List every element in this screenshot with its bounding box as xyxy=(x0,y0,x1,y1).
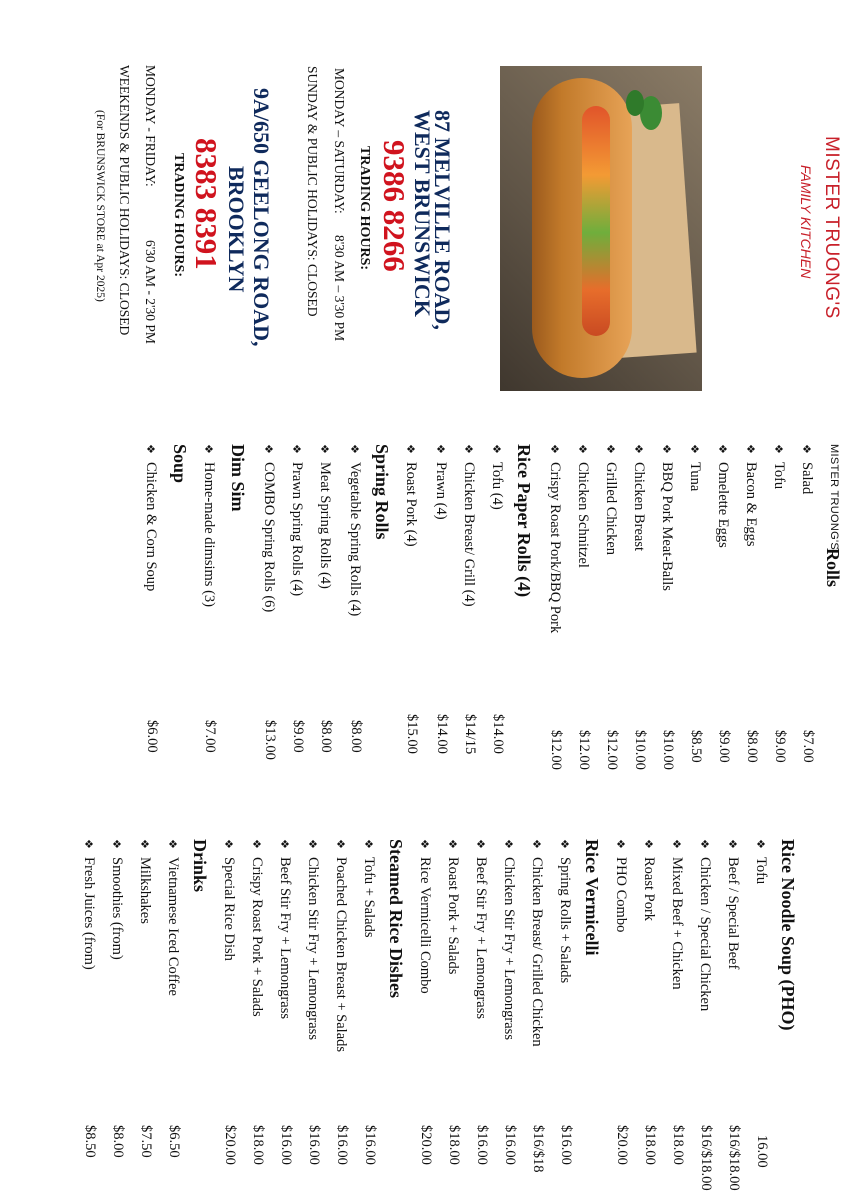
menu-item xyxy=(640,839,658,921)
item-price: $14.00 xyxy=(434,714,450,754)
bullet-icon: ❖ xyxy=(348,444,361,454)
menu-item xyxy=(668,839,686,990)
item-name: Roast Pork xyxy=(641,857,657,922)
brand-subtitle: FAMILY KITCHEN xyxy=(798,165,814,279)
menu-item xyxy=(798,444,816,494)
menu-item xyxy=(714,444,732,548)
brooklyn-address-line-2: BROOKLYN xyxy=(224,166,249,293)
brand-small: MISTER TRUONG'S xyxy=(828,444,840,551)
item-price: $16.00 xyxy=(362,1125,378,1165)
menu-item xyxy=(460,444,478,607)
item-name: Rice Vermicelli Combo xyxy=(417,857,433,994)
item-name: PHO Combo xyxy=(613,857,629,933)
menu-item xyxy=(742,444,760,547)
item-name: Vegetable Spring Rolls (4) xyxy=(347,462,363,617)
bullet-icon: ❖ xyxy=(698,839,711,849)
banh-mi-photo xyxy=(500,66,702,391)
brooklyn-hours-time: 6'30 AM - 2'30 PM xyxy=(143,240,158,344)
item-price: $10.00 xyxy=(660,730,676,770)
menu-item xyxy=(416,839,434,994)
bullet-icon: ❖ xyxy=(632,444,645,454)
item-name: Chicken Stir Fry + Lemongrass xyxy=(305,857,321,1040)
item-price: $6.00 xyxy=(144,720,160,753)
bullet-icon: ❖ xyxy=(144,444,157,454)
item-name: Roast Pork (4) xyxy=(403,462,419,547)
menu-item xyxy=(658,444,676,591)
brooklyn-hours-heading: TRADING HOURS: xyxy=(171,153,186,278)
item-price: $16/$18.00 xyxy=(726,1125,742,1191)
menu-item xyxy=(630,444,648,551)
bullet-icon: ❖ xyxy=(250,839,263,849)
item-price: $8.00 xyxy=(110,1125,126,1158)
brand-name: MISTER TRUONG'S xyxy=(821,136,842,319)
menu-item xyxy=(276,839,294,1019)
brooklyn-phone[interactable]: 8383 8391 xyxy=(189,138,224,270)
item-price: $16/$18.00 xyxy=(698,1125,714,1191)
item-name: Grilled Chicken xyxy=(603,462,619,556)
bullet-icon: ❖ xyxy=(278,839,291,849)
item-name: BBQ Pork Meat-Balls xyxy=(659,462,675,591)
item-price: $16.00 xyxy=(278,1125,294,1165)
bullet-icon: ❖ xyxy=(614,839,627,849)
item-name: Tuna xyxy=(687,462,703,492)
item-name: Mixed Beef + Chicken xyxy=(669,857,685,990)
menu-item xyxy=(724,839,742,969)
bullet-icon: ❖ xyxy=(716,444,729,454)
item-price: $20.00 xyxy=(614,1125,630,1165)
brunswick-hours-heading: TRADING HOURS: xyxy=(357,146,372,271)
item-name: Meat Spring Rolls (4) xyxy=(317,462,333,589)
brunswick-hours-closed: SUNDAY & PUBLIC HOLIDAYS: CLOSED xyxy=(305,66,320,317)
item-name: Roast Pork + Salads xyxy=(445,857,461,975)
bullet-icon: ❖ xyxy=(202,444,215,454)
section-spring-rolls: Spring Rolls xyxy=(372,444,392,540)
menu-item xyxy=(200,444,218,607)
item-name: Tofu xyxy=(753,857,769,885)
bullet-icon: ❖ xyxy=(754,839,767,849)
bullet-icon: ❖ xyxy=(744,444,757,454)
bullet-icon: ❖ xyxy=(548,444,561,454)
item-price: $7.00 xyxy=(800,730,816,763)
bullet-icon: ❖ xyxy=(604,444,617,454)
bullet-icon: ❖ xyxy=(362,839,375,849)
item-price: $9.00 xyxy=(290,720,306,753)
item-name: COMBO Spring Rolls (6) xyxy=(261,462,277,613)
item-price: $20.00 xyxy=(222,1125,238,1165)
brooklyn-hours-days: MONDAY - FRIDAY: xyxy=(143,65,158,187)
menu-item xyxy=(432,444,450,520)
item-price: 16.00 xyxy=(754,1135,770,1168)
bullet-icon: ❖ xyxy=(772,444,785,454)
section-rice-paper-rolls: Rice Paper Rolls (4) xyxy=(514,444,534,598)
item-price: $12.00 xyxy=(604,730,620,770)
item-name: Chicken & Corn Soup xyxy=(143,462,159,592)
item-name: Milkshakes xyxy=(137,857,153,924)
menu-item xyxy=(472,839,490,1019)
item-price: $16.00 xyxy=(334,1125,350,1165)
menu-item xyxy=(556,839,574,983)
bullet-icon: ❖ xyxy=(404,444,417,454)
item-price: $12.00 xyxy=(576,730,592,770)
section-soup: Soup xyxy=(170,444,190,484)
bullet-icon: ❖ xyxy=(306,839,319,849)
menu-item xyxy=(346,444,364,616)
section-rolls: Rolls xyxy=(823,548,843,588)
menu-item xyxy=(304,839,322,1040)
item-price: $7.50 xyxy=(138,1125,154,1158)
bullet-icon: ❖ xyxy=(660,444,673,454)
menu-item xyxy=(164,839,182,996)
bullet-icon: ❖ xyxy=(474,839,487,849)
item-price: $18.00 xyxy=(670,1125,686,1165)
bullet-icon: ❖ xyxy=(800,444,813,454)
item-name: Beef Stir Fry + Lemongrass xyxy=(277,857,293,1020)
menu-item xyxy=(602,444,620,555)
item-price: $20.00 xyxy=(418,1125,434,1165)
bullet-icon: ❖ xyxy=(670,839,683,849)
item-price: $16/$18 xyxy=(530,1125,546,1173)
item-price: $16.00 xyxy=(474,1125,490,1165)
menu-item xyxy=(80,839,98,970)
menu-right-column xyxy=(0,835,852,1200)
bullet-icon: ❖ xyxy=(490,444,503,454)
menu-item xyxy=(332,839,350,1052)
bullet-icon: ❖ xyxy=(418,839,431,849)
bullet-icon: ❖ xyxy=(166,839,179,849)
menu-item xyxy=(288,444,306,596)
menu-item xyxy=(220,839,238,961)
item-price: $14/15 xyxy=(462,714,478,755)
bullet-icon: ❖ xyxy=(82,839,95,849)
item-name: Special Rice Dish xyxy=(221,857,237,961)
item-name: Beef / Special Beef xyxy=(725,857,741,970)
menu-item xyxy=(528,839,546,1047)
item-name: Home-made dimsims (3) xyxy=(201,462,217,607)
item-price: $15.00 xyxy=(404,714,420,754)
item-name: Chicken Schnitzel xyxy=(575,462,591,568)
brunswick-address-line-1: 87 MELVILLE ROAD, xyxy=(430,110,455,330)
menu-item xyxy=(752,839,770,884)
item-price: $9.00 xyxy=(716,730,732,763)
item-name: Prawn Spring Rolls (4) xyxy=(289,462,305,597)
item-name: Vietnamese Iced Coffee xyxy=(165,857,181,996)
bullet-icon: ❖ xyxy=(434,444,447,454)
brooklyn-hours-closed: WEEKENDS & PUBLIC HOLIDAYS: CLOSED xyxy=(117,65,132,336)
item-price: $18.00 xyxy=(250,1125,266,1165)
item-name: Chicken Breast/ Grilled Chicken xyxy=(529,857,545,1047)
item-price: $16.00 xyxy=(558,1125,574,1165)
item-price: $12.00 xyxy=(548,730,564,770)
item-name: Fresh Juices (from) xyxy=(81,857,97,970)
section-steamed-rice: Steamed Rice Dishes xyxy=(386,839,406,998)
bullet-icon: ❖ xyxy=(262,444,275,454)
item-price: $8.50 xyxy=(688,730,704,763)
bullet-icon: ❖ xyxy=(688,444,701,454)
item-name: Prawn (4) xyxy=(433,462,449,520)
menu-left-column xyxy=(0,440,852,820)
bullet-icon: ❖ xyxy=(576,444,589,454)
menu-item xyxy=(260,444,278,612)
menu-item xyxy=(316,444,334,589)
item-price: $8.00 xyxy=(348,720,364,753)
item-name: Chicken Stir Fry + Lemongrass xyxy=(501,857,517,1040)
menu-item xyxy=(444,839,462,974)
menu-item xyxy=(360,839,378,937)
brunswick-phone[interactable]: 9386 8266 xyxy=(377,140,412,272)
bullet-icon: ❖ xyxy=(138,839,151,849)
item-price: $8.00 xyxy=(318,720,334,753)
item-name: Tofu xyxy=(771,462,787,490)
item-name: Tofu + Salads xyxy=(361,857,377,938)
bullet-icon: ❖ xyxy=(502,839,515,849)
info-column xyxy=(0,0,852,420)
brunswick-address-line-2: WEST BRUNSWICK xyxy=(410,110,435,317)
bullet-icon: ❖ xyxy=(290,444,303,454)
section-drinks: Drinks xyxy=(190,839,210,893)
bullet-icon: ❖ xyxy=(318,444,331,454)
item-name: Tofu (4) xyxy=(489,462,505,510)
item-name: Beef Stir Fry + Lemongrass xyxy=(473,857,489,1020)
item-price: $6.50 xyxy=(166,1125,182,1158)
item-price: $10.00 xyxy=(632,730,648,770)
menu-item xyxy=(402,444,420,547)
bullet-icon: ❖ xyxy=(334,839,347,849)
item-price: $7.00 xyxy=(202,720,218,753)
item-price: $18.00 xyxy=(642,1125,658,1165)
menu-item xyxy=(574,444,592,568)
brunswick-hours-time: 8'30 AM – 3'30 PM xyxy=(332,235,347,342)
menu-item xyxy=(696,839,714,1011)
bullet-icon: ❖ xyxy=(726,839,739,849)
bullet-icon: ❖ xyxy=(110,839,123,849)
menu-item xyxy=(612,839,630,932)
section-rice-vermicelli: Rice Vermicelli xyxy=(582,839,602,956)
item-price: $16.00 xyxy=(502,1125,518,1165)
roll-filling xyxy=(582,106,610,336)
menu-item xyxy=(248,839,266,1017)
item-name: Smoothies (from) xyxy=(109,857,125,960)
brooklyn-note: (For BRUNSWICK STORE at Apr 2025) xyxy=(94,110,106,302)
item-name: Omelette Eggs xyxy=(715,462,731,548)
menu-item xyxy=(770,444,788,489)
menu-item xyxy=(686,444,704,491)
item-price: $8.50 xyxy=(82,1125,98,1158)
brunswick-hours-days: MONDAY – SATURDAY: xyxy=(332,68,347,214)
item-name: Chicken Breast xyxy=(631,462,647,551)
item-price: $14.00 xyxy=(490,714,506,754)
coriander-leaf xyxy=(626,90,644,116)
item-price: $9.00 xyxy=(772,730,788,763)
bullet-icon: ❖ xyxy=(222,839,235,849)
item-name: Poached Chicken Breast + Salads xyxy=(333,857,349,1053)
item-name: Crispy Roast Pork/BBQ Pork xyxy=(547,462,563,634)
menu-item xyxy=(546,444,564,633)
item-price: $8.00 xyxy=(744,730,760,763)
item-name: Chicken / Special Chicken xyxy=(697,857,713,1012)
bullet-icon: ❖ xyxy=(558,839,571,849)
bullet-icon: ❖ xyxy=(642,839,655,849)
brooklyn-address-line-1: 9A/650 GEELONG ROAD, xyxy=(249,88,274,347)
section-dim-sim: Dim Sim xyxy=(228,444,248,512)
bullet-icon: ❖ xyxy=(446,839,459,849)
item-name: Bacon & Eggs xyxy=(743,462,759,547)
item-name: Spring Rolls + Salads xyxy=(557,857,573,984)
item-price: $16.00 xyxy=(306,1125,322,1165)
menu-item xyxy=(136,839,154,924)
menu-item xyxy=(142,444,160,591)
item-name: Salad xyxy=(799,462,815,495)
section-pho: Rice Noodle Soup (PHO) xyxy=(778,839,798,1031)
menu-item xyxy=(488,444,506,510)
item-price: $18.00 xyxy=(446,1125,462,1165)
item-price: $13.00 xyxy=(262,720,278,760)
bullet-icon: ❖ xyxy=(530,839,543,849)
menu-item xyxy=(108,839,126,960)
bullet-icon: ❖ xyxy=(462,444,475,454)
menu-item xyxy=(500,839,518,1040)
item-name: Crispy Roast Pork + Salads xyxy=(249,857,265,1017)
item-name: Chicken Breast/ Grill (4) xyxy=(461,462,477,607)
